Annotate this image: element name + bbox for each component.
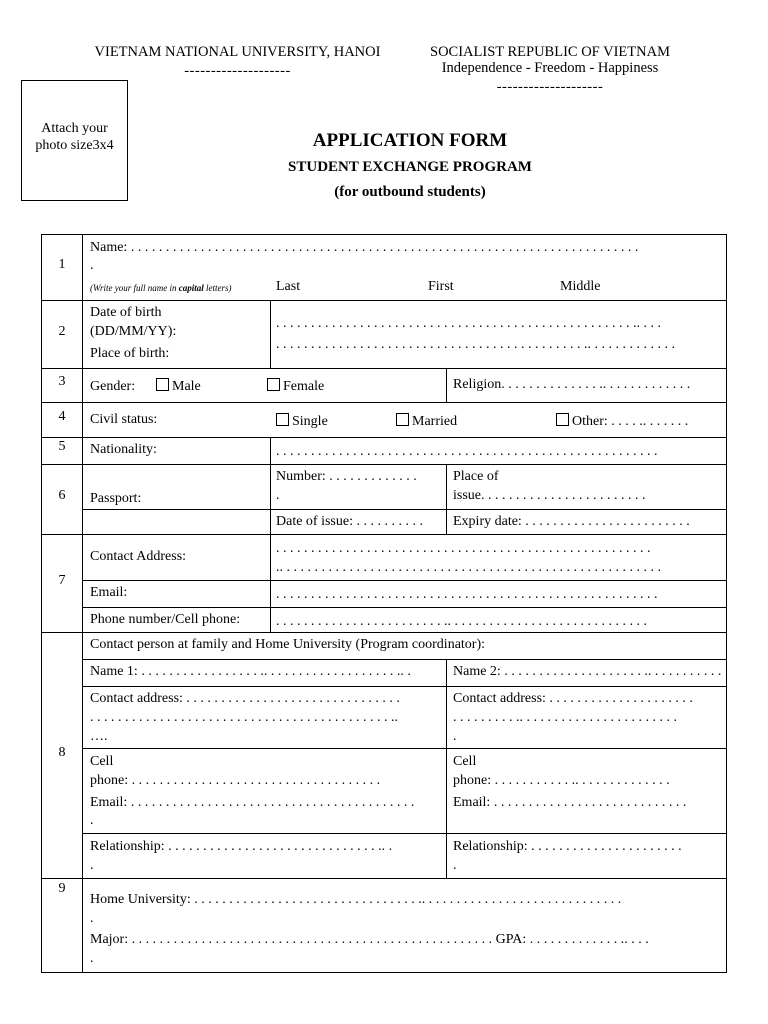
row-number-8: 8 [58, 745, 66, 760]
male-checkbox[interactable] [156, 378, 169, 391]
row-number-2: 2 [58, 324, 66, 339]
last-name-label: Last [276, 279, 301, 294]
contact-address-2-line2[interactable]: . . . . . . . . . .. . . . . . . . . . . . . . . . . . . . . . . [453, 710, 677, 725]
country-header [405, 44, 695, 95]
single-checkbox[interactable] [276, 413, 289, 426]
middle-name-label: Middle [560, 279, 601, 294]
row-number-9: 9 [58, 881, 66, 896]
major-gpa-field[interactable]: Major: . . . . . . . . . . . . . . . . . . . . . . . . . . . . . . . . . . . . . . . . . . . . . . . . . . . . GPA: . . . . . . . . . . . . . .. . . . [90, 932, 649, 947]
cell-phone-1-field[interactable]: phone: . . . . . . . . . . . . . . . . . . . . . . . . . . . . . . . . . . . . [90, 773, 381, 788]
first-name-label: First [428, 279, 454, 294]
cell-phone-2-field[interactable]: phone: . . . . . . . . . . . .. . . . . . . . . . . . . . [453, 773, 670, 788]
gender-label: Gender: [90, 379, 136, 394]
relationship-2-field[interactable]: Relationship: . . . . . . . . . . . . . . . . . . . . . . [453, 839, 682, 854]
row-number-7: 7 [58, 573, 66, 588]
row-number-1: 1 [58, 257, 66, 272]
single-label: Single [292, 414, 328, 429]
university-name: VIETNAM NATIONAL UNIVERSITY, HANOI [94, 44, 381, 60]
female-checkbox[interactable] [267, 378, 280, 391]
contact-address-line1[interactable]: . . . . . . . . . . . . . . . . . . . . . . . . . . . . . . . . . . . . . . . . . . . . . . . . . . . . . . [276, 541, 651, 556]
contact-address-2-line3: . [453, 729, 457, 744]
application-table [41, 234, 727, 973]
contact-address-label: Contact Address: [90, 549, 187, 564]
nationality-label: Nationality: [90, 442, 157, 457]
national-motto: Independence - Freedom - Happiness [441, 60, 659, 76]
contact-name-1-field[interactable]: Name 1: . . . . . . . . . . . . . . . . . .. . . . . . . . . . . . . . . . . . . .. . [90, 664, 411, 679]
male-option[interactable] [156, 376, 201, 397]
hint-pre: (Write your full name in [90, 283, 179, 293]
email-1-field[interactable]: Email: . . . . . . . . . . . . . . . . . . . . . . . . . . . . . . . . . . . . . . . . . [90, 795, 415, 810]
contact-person-heading: Contact person at family and Home University (Program coordinator): [90, 637, 486, 652]
row-number-3: 3 [58, 374, 66, 389]
name-hint [90, 277, 232, 299]
dob-format: (DD/MM/YY): [90, 324, 177, 339]
birthplace-label: Place of birth: [90, 346, 170, 361]
country-name: SOCIALIST REPUBLIC OF VIETNAM [430, 44, 670, 60]
email-2-field[interactable]: Email: . . . . . . . . . . . . . . . . . . . . . . . . . . . . [453, 795, 687, 810]
form-subtitle: STUDENT EXCHANGE PROGRAM [288, 159, 532, 175]
married-option[interactable] [396, 411, 457, 432]
major-gpa-wrap: . [90, 951, 94, 966]
passport-number-field[interactable]: Number: . . . . . . . . . . . . . [276, 469, 417, 484]
contact-address-2-line1[interactable]: Contact address: . . . . . . . . . . . . . . . . . . . . . [453, 691, 693, 706]
dob-field[interactable]: . . . . . . . . . . . . . . . . . . . . . . . . . . . . . . . . . . . . . . . . . . . . . . . . . . . .. . . . [276, 316, 661, 331]
photo-line-2: photo size3x4 [35, 138, 114, 153]
cell-phone-1-label: Cell [90, 754, 114, 769]
female-label: Female [283, 379, 325, 394]
passport-number-wrap: . [276, 488, 280, 503]
name-label[interactable]: Name: . . . . . . . . . . . . . . . . . . . . . . . . . . . . . . . . . . . . . . . . . . . . . . . . . . . . . . . . . . . . . . . . . . . . . . . . . [90, 240, 639, 255]
single-option[interactable] [276, 411, 328, 432]
photo-line-1: Attach your [41, 121, 108, 136]
female-option[interactable] [267, 376, 324, 397]
male-label: Male [172, 379, 201, 394]
phone-label: Phone number/Cell phone: [90, 612, 241, 627]
dob-label: Date of birth [90, 305, 162, 320]
row-number-5: 5 [58, 439, 66, 454]
other-checkbox[interactable] [556, 413, 569, 426]
header-divider-left: -------------------- [184, 63, 291, 79]
email-field[interactable]: . . . . . . . . . . . . . . . . . . . . . . . . . . . . . . . . . . . . . . . . . . . . . . . . . . . . . . . [276, 587, 658, 602]
name-label-wrap: . [90, 258, 94, 273]
email-label: Email: [90, 585, 128, 600]
expiry-date-field[interactable]: Expiry date: . . . . . . . . . . . . . . . . . . . . . . . . [453, 514, 690, 529]
place-of-issue-field[interactable]: issue. . . . . . . . . . . . . . . . . . . . . . . . [453, 488, 646, 503]
phone-field[interactable]: . . . . . . . . . . . . . . . . . . . . . . . . .. . . . . . . . . . . . . . . . . . . . . . . . . . . . . [276, 614, 647, 629]
married-checkbox[interactable] [396, 413, 409, 426]
cell-phone-2-label: Cell [453, 754, 477, 769]
email-1-wrap: . [90, 813, 94, 828]
row-number-4: 4 [58, 409, 66, 424]
contact-name-2-field[interactable]: Name 2: . . . . . . . . . . . . . . . . . . . . .. . . . . . . . . . . [453, 664, 722, 679]
home-university-field[interactable]: Home University: . . . . . . . . . . . . . . . . . . . . . . . . . . . . . . . . .. . . . . . . . . . . . . . . . . . . . . . . . . . . . . [90, 892, 622, 907]
row-number-6: 6 [58, 488, 66, 503]
married-label: Married [412, 414, 458, 429]
contact-address-1-line3: …. [90, 729, 108, 744]
contact-address-line2[interactable]: .. . . . . . . . . . . . . . . . . . . . . . . . . . . . . . . . . . . . . . . . . . . . . . . . . . . . . . . [276, 560, 661, 575]
other-label: Other: . . . . .. . . . . . . [572, 414, 689, 429]
birthplace-field[interactable]: . . . . . . . . . . . . . . . . . . . . . . . . . . . . . . . . . . . . . . . . . . . . .. . . . . . . . . . . . . [276, 337, 675, 352]
contact-address-1-line1[interactable]: Contact address: . . . . . . . . . . . . . . . . . . . . . . . . . . . . . . . [90, 691, 400, 706]
date-of-issue-field[interactable]: Date of issue: . . . . . . . . . . [276, 514, 423, 529]
relationship-1-field[interactable]: Relationship: . . . . . . . . . . . . . . . . . . . . . . . . . . . . . . .. . [90, 839, 393, 854]
header-divider-right: -------------------- [496, 79, 604, 95]
home-university-wrap: . [90, 911, 94, 926]
relationship-1-wrap: . [90, 858, 94, 873]
passport-label: Passport: [90, 491, 142, 506]
relationship-2-wrap: . [453, 858, 457, 873]
religion-field[interactable]: Religion. . . . . . . . . . . . . . .. . . . . . . . . . . . . [453, 377, 691, 392]
form-note: (for outbound students) [334, 184, 486, 200]
contact-address-1-line2[interactable]: . . . . . . . . . . . . . . . . . . . . . . . . . . . . . . . . . . . . . . . . . . . .. [90, 710, 398, 725]
civil-status-label: Civil status: [90, 412, 158, 427]
hint-bold: capital [178, 283, 204, 293]
nationality-field[interactable]: . . . . . . . . . . . . . . . . . . . . . . . . . . . . . . . . . . . . . . . . . . . . . . . . . . . . . . . [276, 444, 658, 459]
university-header [60, 44, 415, 80]
form-title: APPLICATION FORM [312, 130, 508, 151]
other-option[interactable] [556, 411, 688, 432]
hint-post: letters) [203, 283, 232, 293]
place-of-issue-label: Place of [453, 469, 499, 484]
